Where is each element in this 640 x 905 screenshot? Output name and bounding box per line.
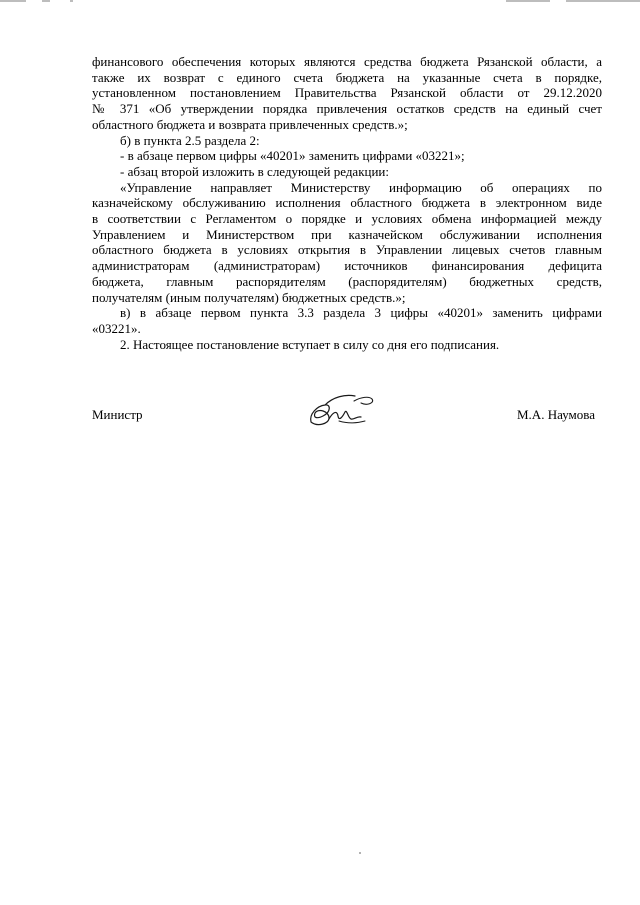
- body-line: также их возврат с единого счета бюджета на указанные счета в порядке,: [92, 69, 602, 85]
- quote-line: получателям (иным получателям) бюджетных средств.»;: [92, 289, 406, 305]
- scan-edge-mark: [42, 0, 50, 2]
- scan-edge-mark: [566, 0, 640, 2]
- signatory-name: М.А. Наумова: [517, 407, 595, 422]
- scan-edge-mark: [506, 0, 550, 2]
- handwritten-signature: [305, 392, 377, 432]
- body-line: установленном постановлением Правительства Рязанской области от 29.12.2020: [92, 85, 602, 101]
- quote-line: Управлением и Министерством при казначейском обслуживании исполнения: [92, 226, 602, 242]
- item-b-dash-2: - абзац второй изложить в следующей редакции:: [120, 163, 390, 179]
- document-body: [92, 54, 602, 352]
- clause-2: 2. Настоящее постановление вступает в силу со дня его подписания.: [120, 336, 500, 352]
- signatory-role: Министр: [92, 407, 143, 422]
- scan-top-edge: [0, 0, 640, 4]
- item-b: б) в пункта 2.5 раздела 2:: [120, 132, 260, 148]
- scan-edge-mark: [0, 0, 26, 2]
- item-v-line: в) в абзаце первом пункта 3.3 раздела 3 цифры «40201» заменить цифрами: [120, 305, 602, 321]
- body-line: финансового обеспечения которых являются средства бюджета Рязанской области, а: [92, 54, 602, 69]
- scan-speck: [359, 852, 361, 854]
- quote-line: администраторам (администраторам) источников финансирования дефицита: [92, 258, 602, 274]
- quote-line: «Управление направляет Министерству информацию об операциях по: [120, 179, 602, 195]
- quote-line: областного бюджета в условиях открытия в Управлении лицевых счетов главным: [92, 242, 602, 258]
- quote-line: в соответствии с Регламентом о порядке и условиях обмена информацией между: [92, 211, 602, 227]
- body-line: № 371 «Об утверждении порядка привлечения остатков средств на единый счет: [92, 101, 602, 117]
- body-line: областного бюджета и возврата привлеченных средств.»;: [92, 116, 408, 132]
- quote-line: казначейскому обслуживанию исполнения областного бюджета в электронном виде: [92, 195, 602, 211]
- item-v-line: «03221».: [92, 320, 141, 336]
- quote-line: бюджета, главным распорядителям (распорядителям) бюджетных средств,: [92, 273, 602, 289]
- scan-edge-mark: [70, 0, 73, 2]
- item-b-dash-1: - в абзаце первом цифры «40201» заменить цифрами «03221»;: [120, 148, 465, 164]
